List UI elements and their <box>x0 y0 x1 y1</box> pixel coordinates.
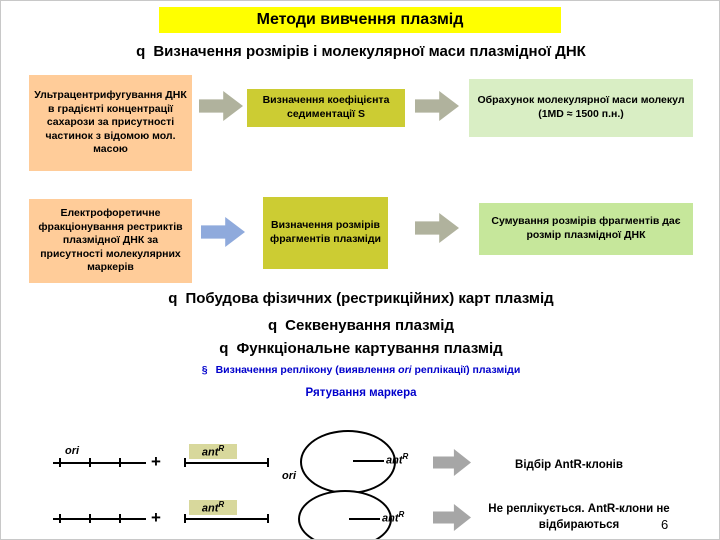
bullet-text: Визначення розмірів і молекулярної маси плазмідної ДНК <box>153 43 586 60</box>
plus-sign: + <box>151 452 161 471</box>
arrow-right-icon <box>201 217 245 247</box>
restriction-site-tick <box>59 458 61 467</box>
flow-step-sedimentation-coefficient <box>247 89 405 127</box>
linear-dna-line <box>53 462 146 464</box>
fragment-end-tick <box>184 458 186 467</box>
flow-step-fragment-sizes <box>263 197 388 269</box>
fragment-end-tick <box>184 514 186 523</box>
sub-bullet-replicon <box>1 364 720 376</box>
flow-step-text: Ультрацентрифугування ДНК в градієнті концентрації сахарози за присутності частинок з відомою мол. масою <box>34 88 187 156</box>
flow-step-text: Електрофоретичне фракціонування рестриктів плазмідної ДНК за присутності молекулярних маркерів <box>38 206 183 274</box>
gene-base: ant <box>386 454 403 467</box>
flow-step-text: Обрахунок молекулярної маси молекул (1MD ≈ 1500 п.н.) <box>477 94 685 120</box>
restriction-site-tick <box>119 514 121 523</box>
page-number: 6 <box>661 517 669 532</box>
bullet-text: Функціональне картування плазмід <box>236 340 503 357</box>
gene-sup: R <box>218 500 225 509</box>
fragment-end-tick <box>267 514 269 523</box>
restriction-site-tick <box>59 514 61 523</box>
sub-bullet-text: реплікації) плазміди <box>411 364 521 376</box>
restriction-site-tick <box>119 458 121 467</box>
bullet-text: Побудова фізичних (рестрикційних) карт плазмід <box>185 290 554 307</box>
bullet-marker-icon: § <box>201 364 208 376</box>
insert-line <box>349 518 380 520</box>
gene-sup: R <box>398 510 405 519</box>
plus-sign: + <box>151 508 161 527</box>
bullet-sequencing <box>1 317 720 334</box>
restriction-site-tick <box>89 514 91 523</box>
bullet-functional-mapping <box>1 340 720 357</box>
fragment-end-tick <box>267 458 269 467</box>
result-line: відбираються <box>538 518 620 531</box>
arrow-right-icon <box>415 91 459 121</box>
gene-base: ant <box>201 446 219 459</box>
flow-step-text: Визначення коефіцієнта седиментації S <box>262 94 390 120</box>
flow-step-text: Сумування розмірів фрагментів дає розмір плазмідної ДНК <box>491 215 681 241</box>
flow-step-sum-fragments <box>479 203 693 255</box>
ori-word: ori <box>398 364 412 376</box>
antr-fragment-line <box>184 462 269 464</box>
flow-step-electrophoresis <box>29 199 192 283</box>
plasmid-circle <box>300 430 396 494</box>
result-line: Не реплікується. AntR-клони не <box>488 503 670 515</box>
bullet-marker-icon: q <box>168 290 178 307</box>
gene-sup: R <box>402 452 409 461</box>
arrow-right-icon <box>415 213 459 243</box>
ori-label: ori <box>65 445 80 457</box>
slide-title: Методи вивчення плазмід <box>159 7 561 33</box>
plasmid-circle <box>298 490 392 540</box>
bullet-physical-maps <box>1 290 720 307</box>
antr-gene-label <box>382 510 404 525</box>
ori-label: ori <box>282 470 297 482</box>
antr-gene-label <box>386 452 408 467</box>
restriction-site-tick <box>89 458 91 467</box>
flow-step-text: Визначення розмірів фрагментів плазміди <box>270 219 381 245</box>
bullet-marker-icon: q <box>267 317 278 334</box>
bullet-text: Секвенування плазмід <box>285 317 454 334</box>
sub-bullet-text: Визначення реплікону (виявлення <box>215 364 399 376</box>
result-selection-text: Відбір AntR-клонів <box>515 459 623 471</box>
gene-base: ant <box>382 512 399 525</box>
arrow-right-icon <box>199 91 243 121</box>
marker-rescue-heading: Рятування маркера <box>305 387 417 399</box>
bullet-marker-icon: q <box>219 340 229 357</box>
linear-dna-line <box>53 518 146 520</box>
bullet-size-mass <box>1 43 720 60</box>
bullet-marker-icon: q <box>136 43 146 60</box>
flow-step-mass-calculation <box>469 79 693 137</box>
antr-fragment-line <box>184 518 269 520</box>
flow-step-ultracentrifugation <box>29 75 192 171</box>
gene-base: ant <box>201 502 219 515</box>
insert-line <box>353 460 384 462</box>
antr-gene-label <box>189 500 237 515</box>
gene-sup: R <box>218 444 225 453</box>
antr-gene-label <box>189 444 237 459</box>
